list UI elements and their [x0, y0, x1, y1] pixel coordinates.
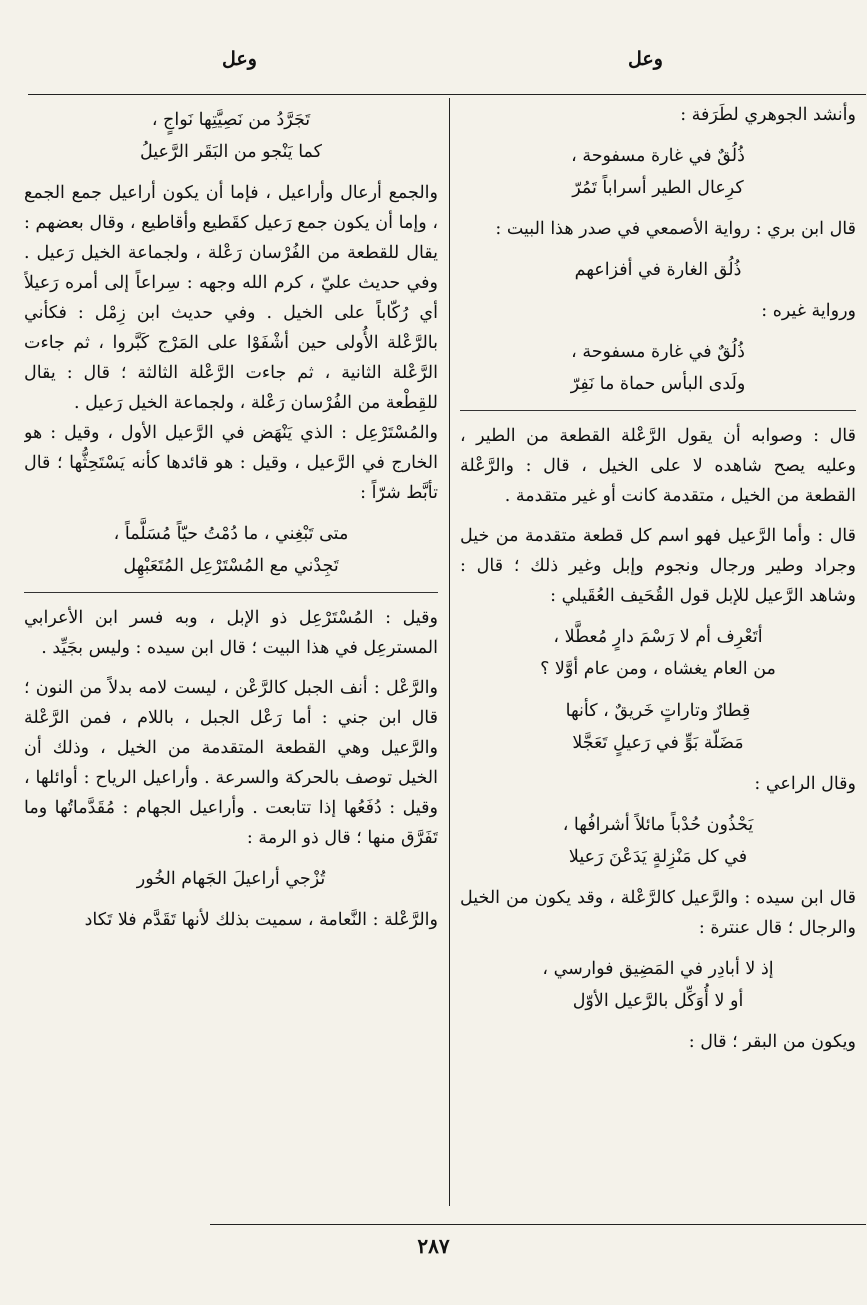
- footer-rule: [210, 1224, 866, 1225]
- paragraph: والرَّعْل : أنف الجبل كالرَّعْن ، ليست لامه بدلاً من النون ؛ قال ابن جني : أما رَعْل الجبل ، باللام ، فمن الرَّعْلة والرَّعيل وهي القطعة المتقدمة من الخيل ، وذلك أن الخيل توصف بالحركة والسرعة . وأراعيل الرياح : أوائلها ، وقيل : دُفَعُها إذا تتابعت . وأراعيل الجهام : مُقَدَّماتُها وما تَفَرَّق منها ؛ قال ذو الرمة :: [24, 678, 438, 848]
- paragraph: والجمع أرعال وأراعيل ، فإما أن يكون أراعيل جمع الجمع ، وإما أن يكون جمع رَعيل كقَطيع وأقاطيع ، وقال بعضهم : يقال للقطعة من الفُرْسان رَعْلة ، ولجماعة الخيل رَعيل . وفي حديث عليّ ، كرم الله وجهه : سِراعاً إلى أمره رَعيلاً أي رُكّاباً على الخيل . وفي حديث ابن زِمْل : فكأني بالرَّعْلة الأُولى حين أشْفَوْا على المَرْج كَبَّروا ، ثم جاءت الرَّعْلة الثانية ، ثم جاءت الرَّعْلة الثالثة ؛ قال : يقال للقِطْعة من الفُرْسان رَعْلة ، ولجماعة الخيل رَعيل .: [24, 183, 438, 413]
- verse: [24, 104, 438, 168]
- paragraph: ويكون من البقر ؛ قال :: [688, 1032, 856, 1052]
- verse-line: أتَعْرِف أم لا رَسْمَ دارٍ مُعطَّلا ،: [553, 627, 763, 647]
- paragraph: وقال الراعي :: [754, 774, 856, 794]
- paragraph: قال ابن بري : رواية الأصمعي في صدر هذا البيت :: [495, 219, 856, 239]
- paragraph: قال ابن سيده : والرَّعيل كالرَّعْلة ، وقد يكون من الخيل والرجال ؛ قال عنترة :: [460, 888, 856, 938]
- verse-line: ذُلُقٌ في غارة مسفوحة ،: [571, 146, 745, 166]
- verse-line: متى تَبْغِني ، ما دُمْتُ حيّاً مُسَلَّماً ،: [113, 524, 349, 544]
- verse: [460, 140, 856, 204]
- right-column: [460, 100, 856, 1210]
- verse-line: ذُلُقٌ في غارة مسفوحة ،: [571, 342, 745, 362]
- verse-line: ولَدى البأس حماة ما نَفِرّ: [570, 374, 746, 394]
- verse-line: تَجِدْني مع المُسْتَرْعِل المُتَعَبْهِل: [123, 556, 339, 576]
- verse-line: في كل مَنْزِلةٍ يَدَعْنَ رَعيلا: [568, 847, 748, 867]
- verse-line: قِطارٌ وتاراتٍ خَريقٌ ، كأنها: [565, 701, 751, 721]
- verse: [460, 809, 856, 873]
- column-divider: [449, 98, 450, 1206]
- paragraph: قال : وصوابه أن يقول الرَّعْلة القطعة من الطير ، وعليه يصح شاهده لا على الخيل ، قال : والرَّعْلة القطعة من الخيل ، متقدمة كانت أو غير متقدمة .: [460, 426, 856, 506]
- verse-line: مَضَلّة بَوٍّ في رَعيلٍ تَعَجَّلا: [572, 733, 744, 753]
- verse-line: إذ لا أبادِر في المَضِيق فوارسي ،: [542, 959, 774, 979]
- verse: [460, 953, 856, 1017]
- verse: [460, 254, 856, 286]
- paragraph: وقيل : المُسْتَرْعِل ذو الإبل ، وبه فسر ابن الأعرابي المسترعِل في هذا البيت ؛ قال ابن سيده : وليس بجَيِّد .: [24, 608, 438, 658]
- verse: [460, 621, 856, 685]
- paragraph: قال : وأما الرَّعيل فهو اسم كل قطعة متقدمة من خيل وجراد وطير ورجال ونجوم وإبل وغير ذلك ؛ قال : وشاهد الرَّعيل للإبل قول القُحَيف العُقَيلي :: [460, 526, 856, 606]
- verse-line: أو لا أُوَكِّل بالرَّعيل الأوّل: [572, 991, 744, 1011]
- verse: [460, 695, 856, 759]
- verse-line: كرِعال الطير أسراباً تَمُرّ: [572, 178, 744, 198]
- verse-line: يَحْذُون حُدْباً مائلاً أشرافُها ،: [562, 815, 754, 835]
- header-root-word-left: وعل: [222, 48, 257, 70]
- header-rule: [28, 94, 866, 95]
- verse: [460, 336, 856, 411]
- verse-line: تَجَرَّدُ من نَصِيَّتِها نَواجٍ ،: [151, 110, 311, 130]
- left-column: [24, 100, 438, 1210]
- paragraph: والرَّعْلة : النَّعامة ، سميت بذلك لأنها تَقَدَّم فلا تَكاد: [84, 910, 438, 930]
- verse: [24, 863, 438, 895]
- verse-line: تُزْجي أراعيلَ الجَهام الخُور: [136, 869, 326, 889]
- paragraph: وأنشد الجوهري لطَرَفة :: [680, 105, 856, 125]
- header-root-word-right: وعل: [628, 48, 663, 70]
- verse-line: كما يَنْجو من البَقَر الرَّعيلُ: [139, 142, 323, 162]
- verse: [24, 518, 438, 593]
- page-number: ٢٨٧: [417, 1234, 450, 1258]
- paragraph: ورواية غيره :: [761, 301, 856, 321]
- verse-line: ذُلُق الغارة في أفزاعهم: [574, 260, 742, 280]
- paragraph: والمُسْتَرْعِل : الذي يَنْهَض في الرَّعيل الأول ، وقيل : هو الخارج في الرَّعيل ، وقيل : هو قائدها كأنه يَسْتَحِثُّها ؛ قال تأبَّط شرّاً :: [24, 423, 438, 503]
- verse-line: من العام يغشاه ، ومن عام أوَّلا ؟: [540, 659, 776, 679]
